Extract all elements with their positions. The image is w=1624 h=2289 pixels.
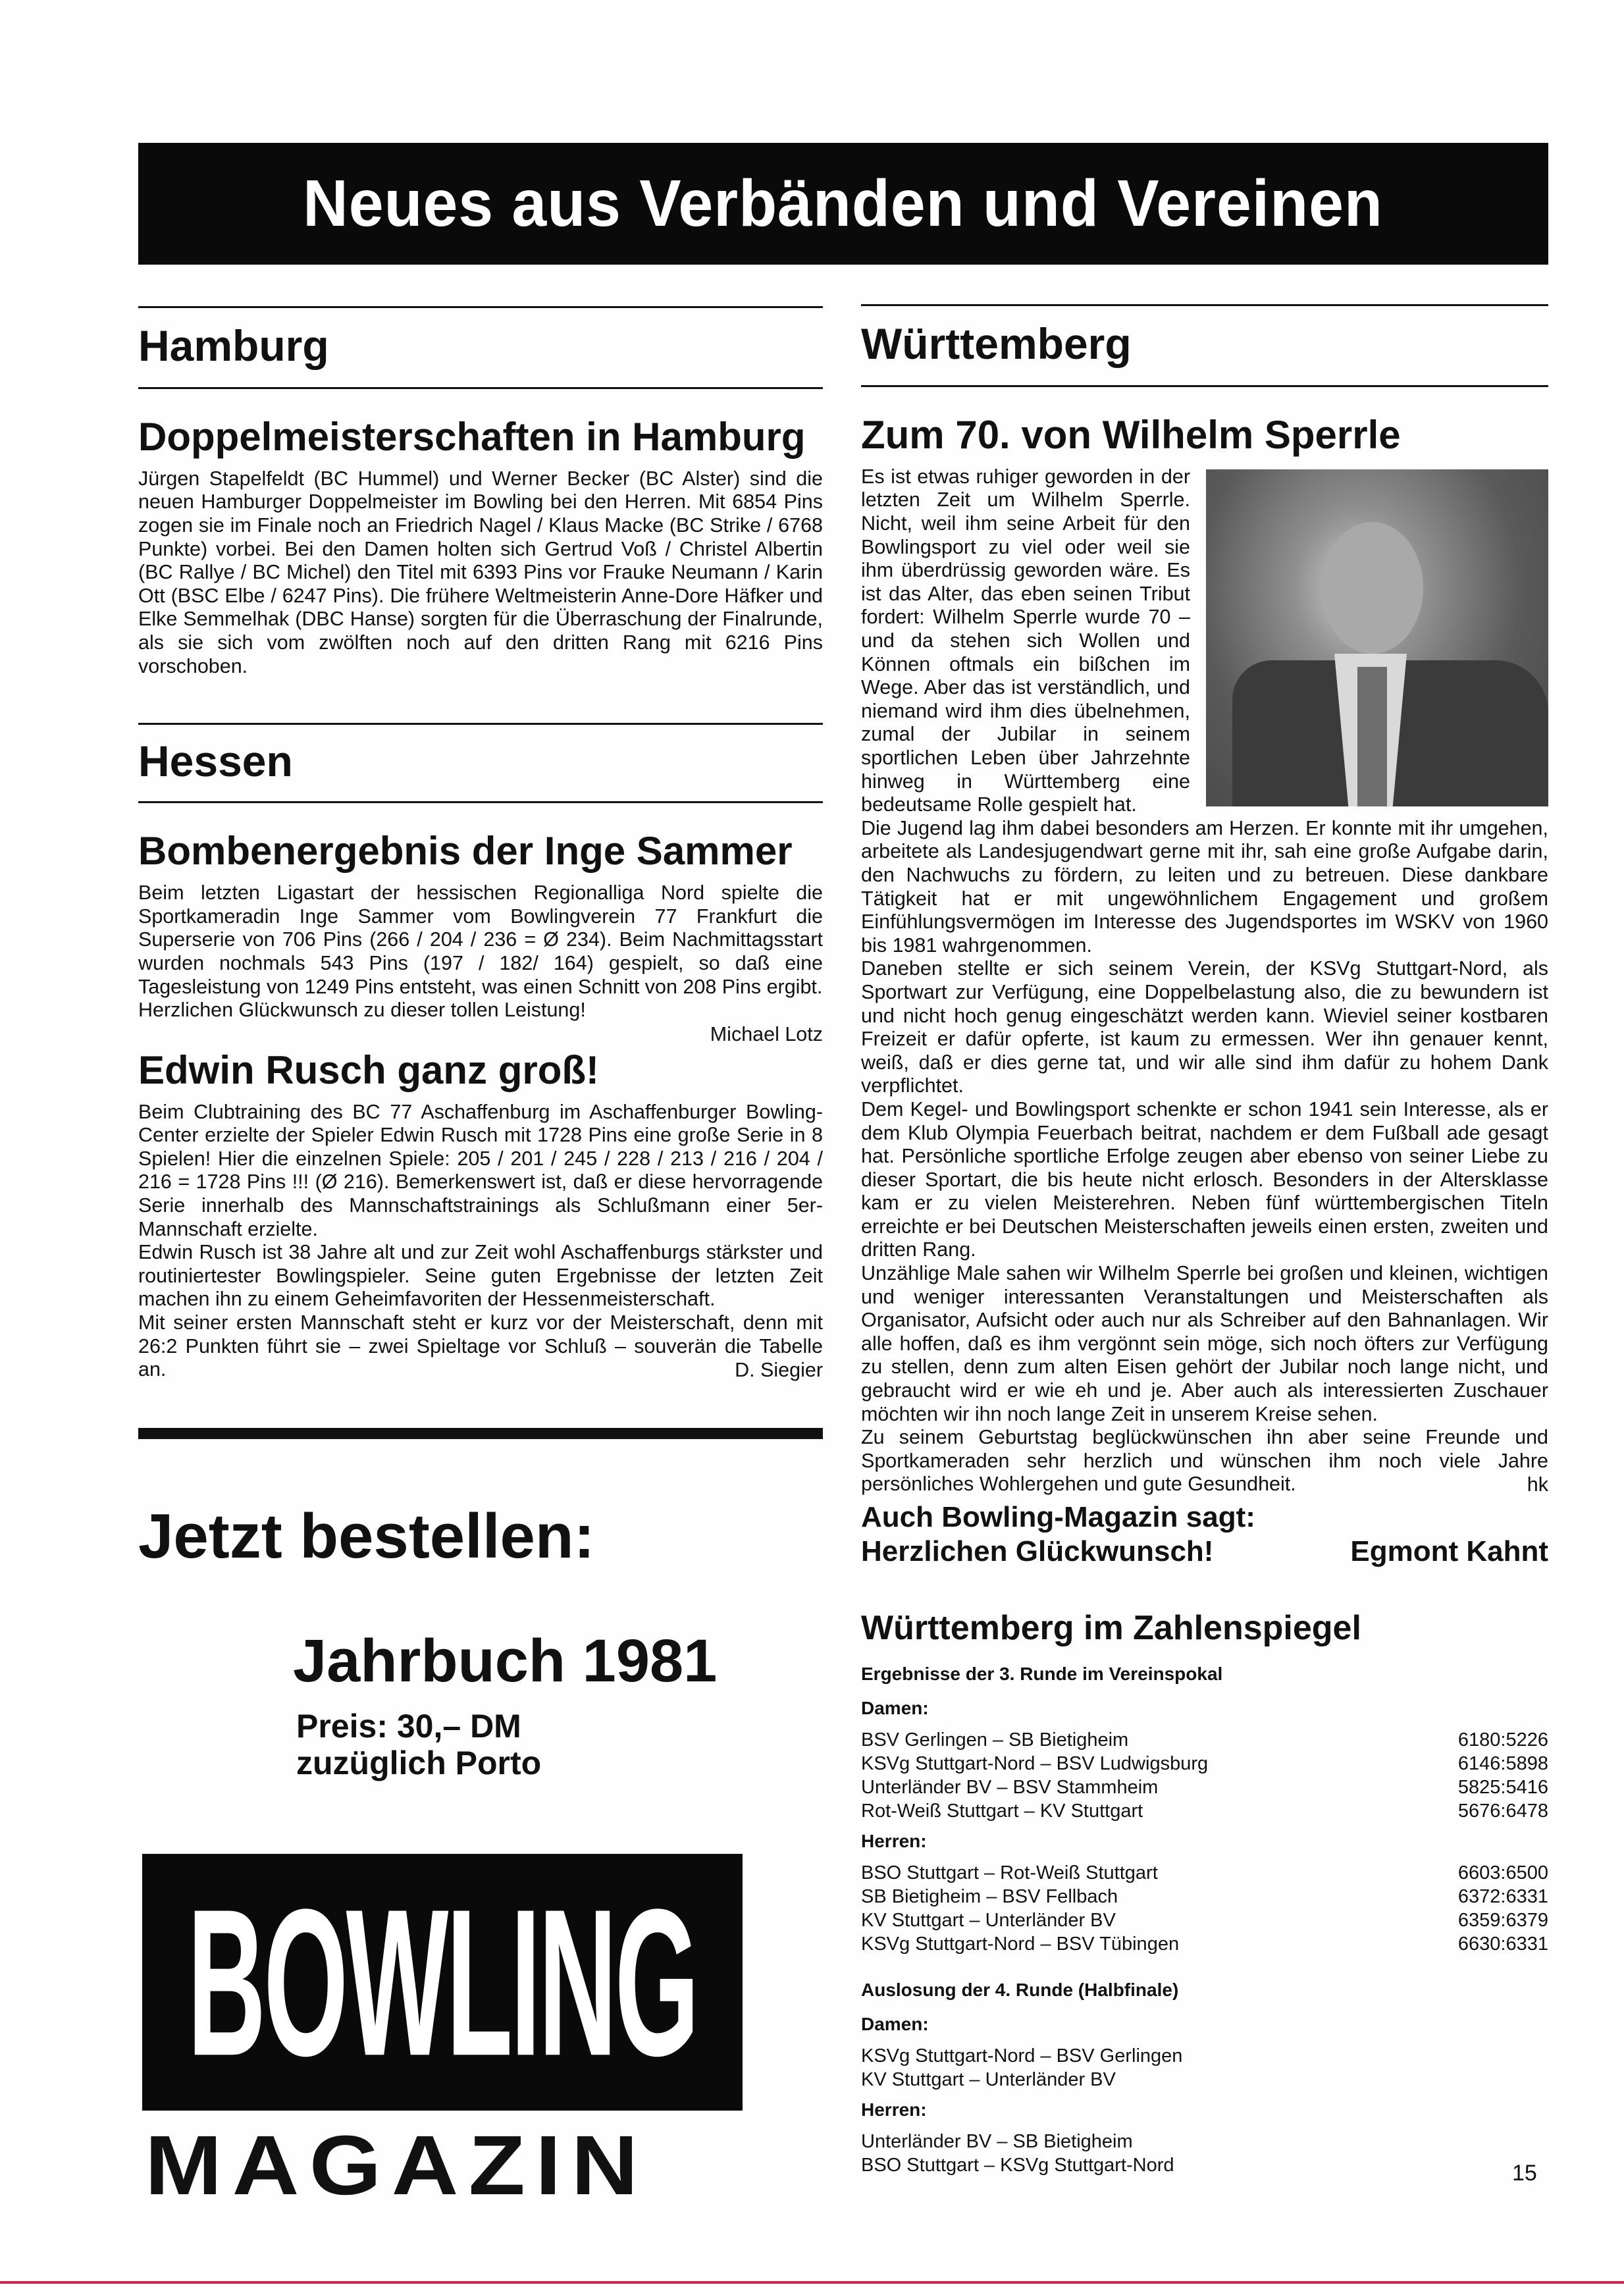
match-score: 6372:6331 [1457, 1885, 1548, 1907]
divider [138, 801, 823, 803]
draw-row: KV Stuttgart – Unterländer BV [861, 2068, 1116, 2090]
paragraph: Die Jugend lag ihm dabei besonders am Herzen. Er konnte mit ihr umgehen, arbeitete als Landesjugendwart gerne mit ihr, sah eine große Aufgabe darin, den Nachwuchs zu fördern, zu leiten und zu betreuen. Diese dankbare Tätigkeit hat er mit ungewöhnlichem Engagement und großem Einfühlungsvermögen im Interesse des Jugendsportes im WSKV von 1960 bis 1981 wahrgenommen. [861, 816, 1548, 957]
divider [138, 306, 823, 308]
left-column [138, 306, 823, 2214]
results-damen [861, 1728, 1548, 1823]
match-score: 6146:5898 [1457, 1752, 1548, 1774]
photo-face [1321, 522, 1423, 654]
match-teams: KV Stuttgart – Unterländer BV [861, 1909, 1116, 1931]
portrait-photo [1206, 469, 1548, 806]
result-row [861, 1885, 1548, 1908]
article-headline: Doppelmeisterschaften in Hamburg [138, 414, 806, 459]
match-teams: KSVg Stuttgart-Nord – BSV Tübingen [861, 1933, 1180, 1955]
paragraph: Beim letzten Ligastart der hessischen Regionalliga Nord spielte die Sportkameradin Inge Sammer vom Bowlingverein 77 Frankfurt die Superserie von 706 Pins (266 / 204 / 236 = Ø 234). Beim Nachmittagsstart wurden nochmals 543 Pins (197 / 182/ 164) gespielt, so daß eine Tagesleistung von 1249 Pins entsteht, was einen Schnitt von 208 Pins ergibt. [138, 881, 823, 998]
match-score: 6630:6331 [1457, 1933, 1548, 1955]
region-heading-hessen: Hessen [138, 737, 293, 786]
article-body: Jürgen Stapelfeldt (BC Hummel) und Werner Becker (BC Alster) sind die neuen Hamburger Doppelmeister im Bowling bei den Herren. Mit 6854 Pins zogen sie im Finale noch an Friedrich Nagel / Klaus Macke (BC Strike / 6768 Punkte) vorbei. Bei den Damen holten sich Gertrud Voß / Christel Albertin (BC Rallye / BC Michel) den Titel mit 6393 Pins vor Frauke Neumann / Karin Ott (BSC Elbe / 6247 Pins). Die frühere Weltmeisterin Anne-Dore Häfker und Elke Semmelhak (DBC Hanse) sorgten für die Überraschung der Finalrunde, als sie sich vom zwölften noch auf den dritten Rang mit 6216 Pins vorschoben. [138, 467, 823, 677]
draw-damen [861, 2044, 1548, 2092]
congrats-author: Egmont Kahnt [1350, 1535, 1548, 1567]
region-heading-wuerttemberg: Württemberg [861, 319, 1132, 368]
match-teams: SB Bietigheim – BSV Fellbach [861, 1885, 1118, 1907]
group-label-damen: Damen: [861, 1697, 929, 1718]
ad-price [296, 1708, 823, 1781]
article-body [138, 881, 823, 1022]
article-body [861, 465, 1548, 1496]
match-score: 5676:6478 [1457, 1800, 1548, 1822]
group-label-damen: Damen: [861, 2013, 929, 2034]
result-row [861, 1932, 1548, 1956]
shipping-text: zuzüglich Porto [296, 1744, 542, 1781]
group-label-herren: Herren: [861, 1830, 927, 1851]
result-row [861, 1908, 1548, 1932]
stats-title: Württemberg im Zahlenspiegel [861, 1608, 1361, 1647]
congratulations-box [861, 1500, 1548, 1569]
stats-subtitle: Auslosung der 4. Runde (Halbfinale) [861, 1979, 1179, 2000]
paragraph: Mit seiner ersten Mannschaft steht er kurz vor der Meisterschaft, denn mit 26:2 Punkten führt sie – zwei Spieltage vor Schluß – souverän die Tabelle an. [138, 1311, 823, 1381]
match-teams: Rot-Weiß Stuttgart – KV Stuttgart [861, 1800, 1143, 1822]
match-teams: Unterländer BV – BSV Stammheim [861, 1776, 1159, 1798]
draw-row: BSO Stuttgart – KSVg Stuttgart-Nord [861, 2154, 1174, 2176]
bowling-magazin-logo [142, 1854, 743, 2111]
congrats-line: Auch Bowling-Magazin sagt: [861, 1501, 1255, 1534]
congrats-line: Herzlichen Glückwunsch! [861, 1535, 1214, 1567]
article-headline: Zum 70. von Wilhelm Sperrle [861, 412, 1401, 457]
logo-top-text: BOWLING [187, 1864, 698, 2099]
paragraph: Zu seinem Geburtstag beglückwünschen ihn aber seine Freunde und Sportkameraden sehr herzlich und wünschen ihm noch viele Jahre persönliches Wohlergehen und gute Gesundheit. [861, 1426, 1548, 1496]
article-headline: Edwin Rusch ganz groß! [138, 1047, 599, 1092]
ad-headline: Jetzt bestellen: [138, 1500, 595, 1571]
advertisement[interactable] [138, 1500, 823, 2214]
match-score: 5825:5416 [1457, 1776, 1548, 1798]
right-column [861, 304, 1548, 2177]
paragraph: Es ist etwas ruhiger geworden in der letzten Zeit um Wilhelm Sperrle. Nicht, weil ihm seine Arbeit für den Bowlingsport zu viel oder weil sie ihm überdrüssig geworden wäre. Es ist das Alter, das eben seinen Tribut fordert: Wilhelm Sperrle wurde 70 – und da stehen sich Wollen und Können oftmals ein bißchen im Wege. Aber das ist verständlich, und niemand wird ihm dies übelnehmen, zumal der Jubilar in seinem sportlichen Leben über Jahrzehnte hinweg in Württemberg eine bedeutsame Rolle gespielt hat. [861, 465, 1190, 816]
author-signature: D. Siegier [735, 1358, 823, 1381]
article-headline: Bombenergebnis der Inge Sammer [138, 829, 793, 874]
draw-row: Unterländer BV – SB Bietigheim [861, 2130, 1133, 2152]
region-heading-hamburg: Hamburg [138, 321, 329, 370]
paragraph: Herzlichen Glückwunsch zu dieser tollen Leistung! [138, 999, 586, 1022]
group-label-herren: Herren: [861, 2099, 927, 2120]
divider [138, 723, 823, 725]
paragraph: Unzählige Male sahen wir Wilhelm Sperrle bei großen und kleinen, wichtigen und weniger interessanten Veranstaltungen und Meisterschaften als Organisator, Aufsicht oder auch nur als Schreiber auf den Bahnanlagen. Wir alle hoffen, daß es ihm vergönnt sein möge, sich noch öfters zur Verfügung zu stellen, denn zum alten Eisen gehört der Jubilar noch lange nicht, und gebraucht wird er wie eh und je. Aber auch als interessierten Zuschauer möchten wir ihn noch lange Zeit in unserem Kreise sehen. [861, 1262, 1548, 1425]
author-signature: hk [1527, 1473, 1548, 1496]
result-row [861, 1776, 1548, 1799]
paragraph: Edwin Rusch ist 38 Jahre alt und zur Zeit wohl Aschaffenburgs stärkster und routiniertester Bowlingspieler. Seine guten Ergebnisse der letzten Zeit machen ihn zu einem Geheimfavoriten der Hessenmeisterschaft. [138, 1241, 823, 1311]
divider [861, 385, 1548, 387]
result-row [861, 1861, 1548, 1885]
draw-row: KSVg Stuttgart-Nord – BSV Gerlingen [861, 2045, 1183, 2066]
photo-tie [1357, 667, 1387, 806]
result-row [861, 1728, 1548, 1752]
stats-section [861, 1608, 1548, 2177]
divider [861, 304, 1548, 306]
paragraph: Beim Clubtraining des BC 77 Aschaffenburg im Aschaffenburger Bowling-Center erzielte der Spieler Edwin Rusch mit 1728 Pins eine große Serie in 8 Spielen! Hier die einzelnen Spiele: 205 / 201 / 245 / 228 / 213 / 216 / 204 / 216 = 1728 Pins !!! (Ø 216). Bemerkenswert ist, daß er diese hervorragende Serie innerhalb des Mannschaftstrainings als Schlußmann einer 5er-Mannschaft erzielte. [138, 1100, 823, 1240]
match-score: 6603:6500 [1457, 1862, 1548, 1883]
match-teams: KSVg Stuttgart-Nord – BSV Ludwigsburg [861, 1752, 1209, 1774]
ad-title: Jahrbuch 1981 [293, 1627, 718, 1695]
result-row [861, 1799, 1548, 1823]
result-row [861, 1752, 1548, 1776]
logo-bottom-text: MAGAZIN [145, 2118, 648, 2213]
author-signature: Michael Lotz [710, 1022, 823, 1045]
draw-herren [861, 2130, 1548, 2177]
match-teams: BSO Stuttgart – Rot-Weiß Stuttgart [861, 1862, 1158, 1883]
page-edge-line [0, 2281, 1624, 2284]
section-banner [138, 143, 1548, 265]
page-number: 15 [1512, 2161, 1537, 2186]
match-score: 6359:6379 [1457, 1909, 1548, 1931]
section-title: Neues aus Verbänden und Vereinen [303, 167, 1384, 240]
stats-subtitle: Ergebnisse der 3. Runde im Vereinspokal [861, 1663, 1223, 1684]
match-score: 6180:5226 [1457, 1729, 1548, 1750]
ad-divider [138, 1428, 823, 1439]
price-text: Preis: 30,– DM [296, 1707, 521, 1745]
match-teams: BSV Gerlingen – SB Bietigheim [861, 1729, 1129, 1750]
paragraph: Daneben stellte er sich seinem Verein, der KSVg Stuttgart-Nord, als Sportwart zur Verfügung, eine Doppelbelastung also, die zu bewundern ist und nicht hoch genug eingeschätzt werden kann. Wieviel seiner kostbaren Freizeit er dafür opferte, ist kaum zu ermessen. Wer ihn genauer kennt, weiß, daß er dies gerne tat, und wir alle sind ihm dafür zu hohem Dank verpflichtet. [861, 957, 1548, 1097]
article-body [138, 1101, 823, 1382]
divider [138, 387, 823, 389]
paragraph: Dem Kegel- und Bowlingsport schenkte er schon 1941 sein Interesse, als er dem Klub Olympia Feuerbach beitrat, nachdem er dem Fußball ade gesagt hat. Persönliche sportliche Erfolge zeugen aber ebenso von seiner Liebe zu dieser Sportart, die bis heute nicht erlosch. Besonders in der Altersklasse kam er zu vielen Meisterehren. Neben fünf württembergischen Titeln erreichte er bei Deutschen Meisterschaften jeweils einen ersten, zweiten und dritten Rang. [861, 1097, 1548, 1261]
results-herren [861, 1861, 1548, 1956]
